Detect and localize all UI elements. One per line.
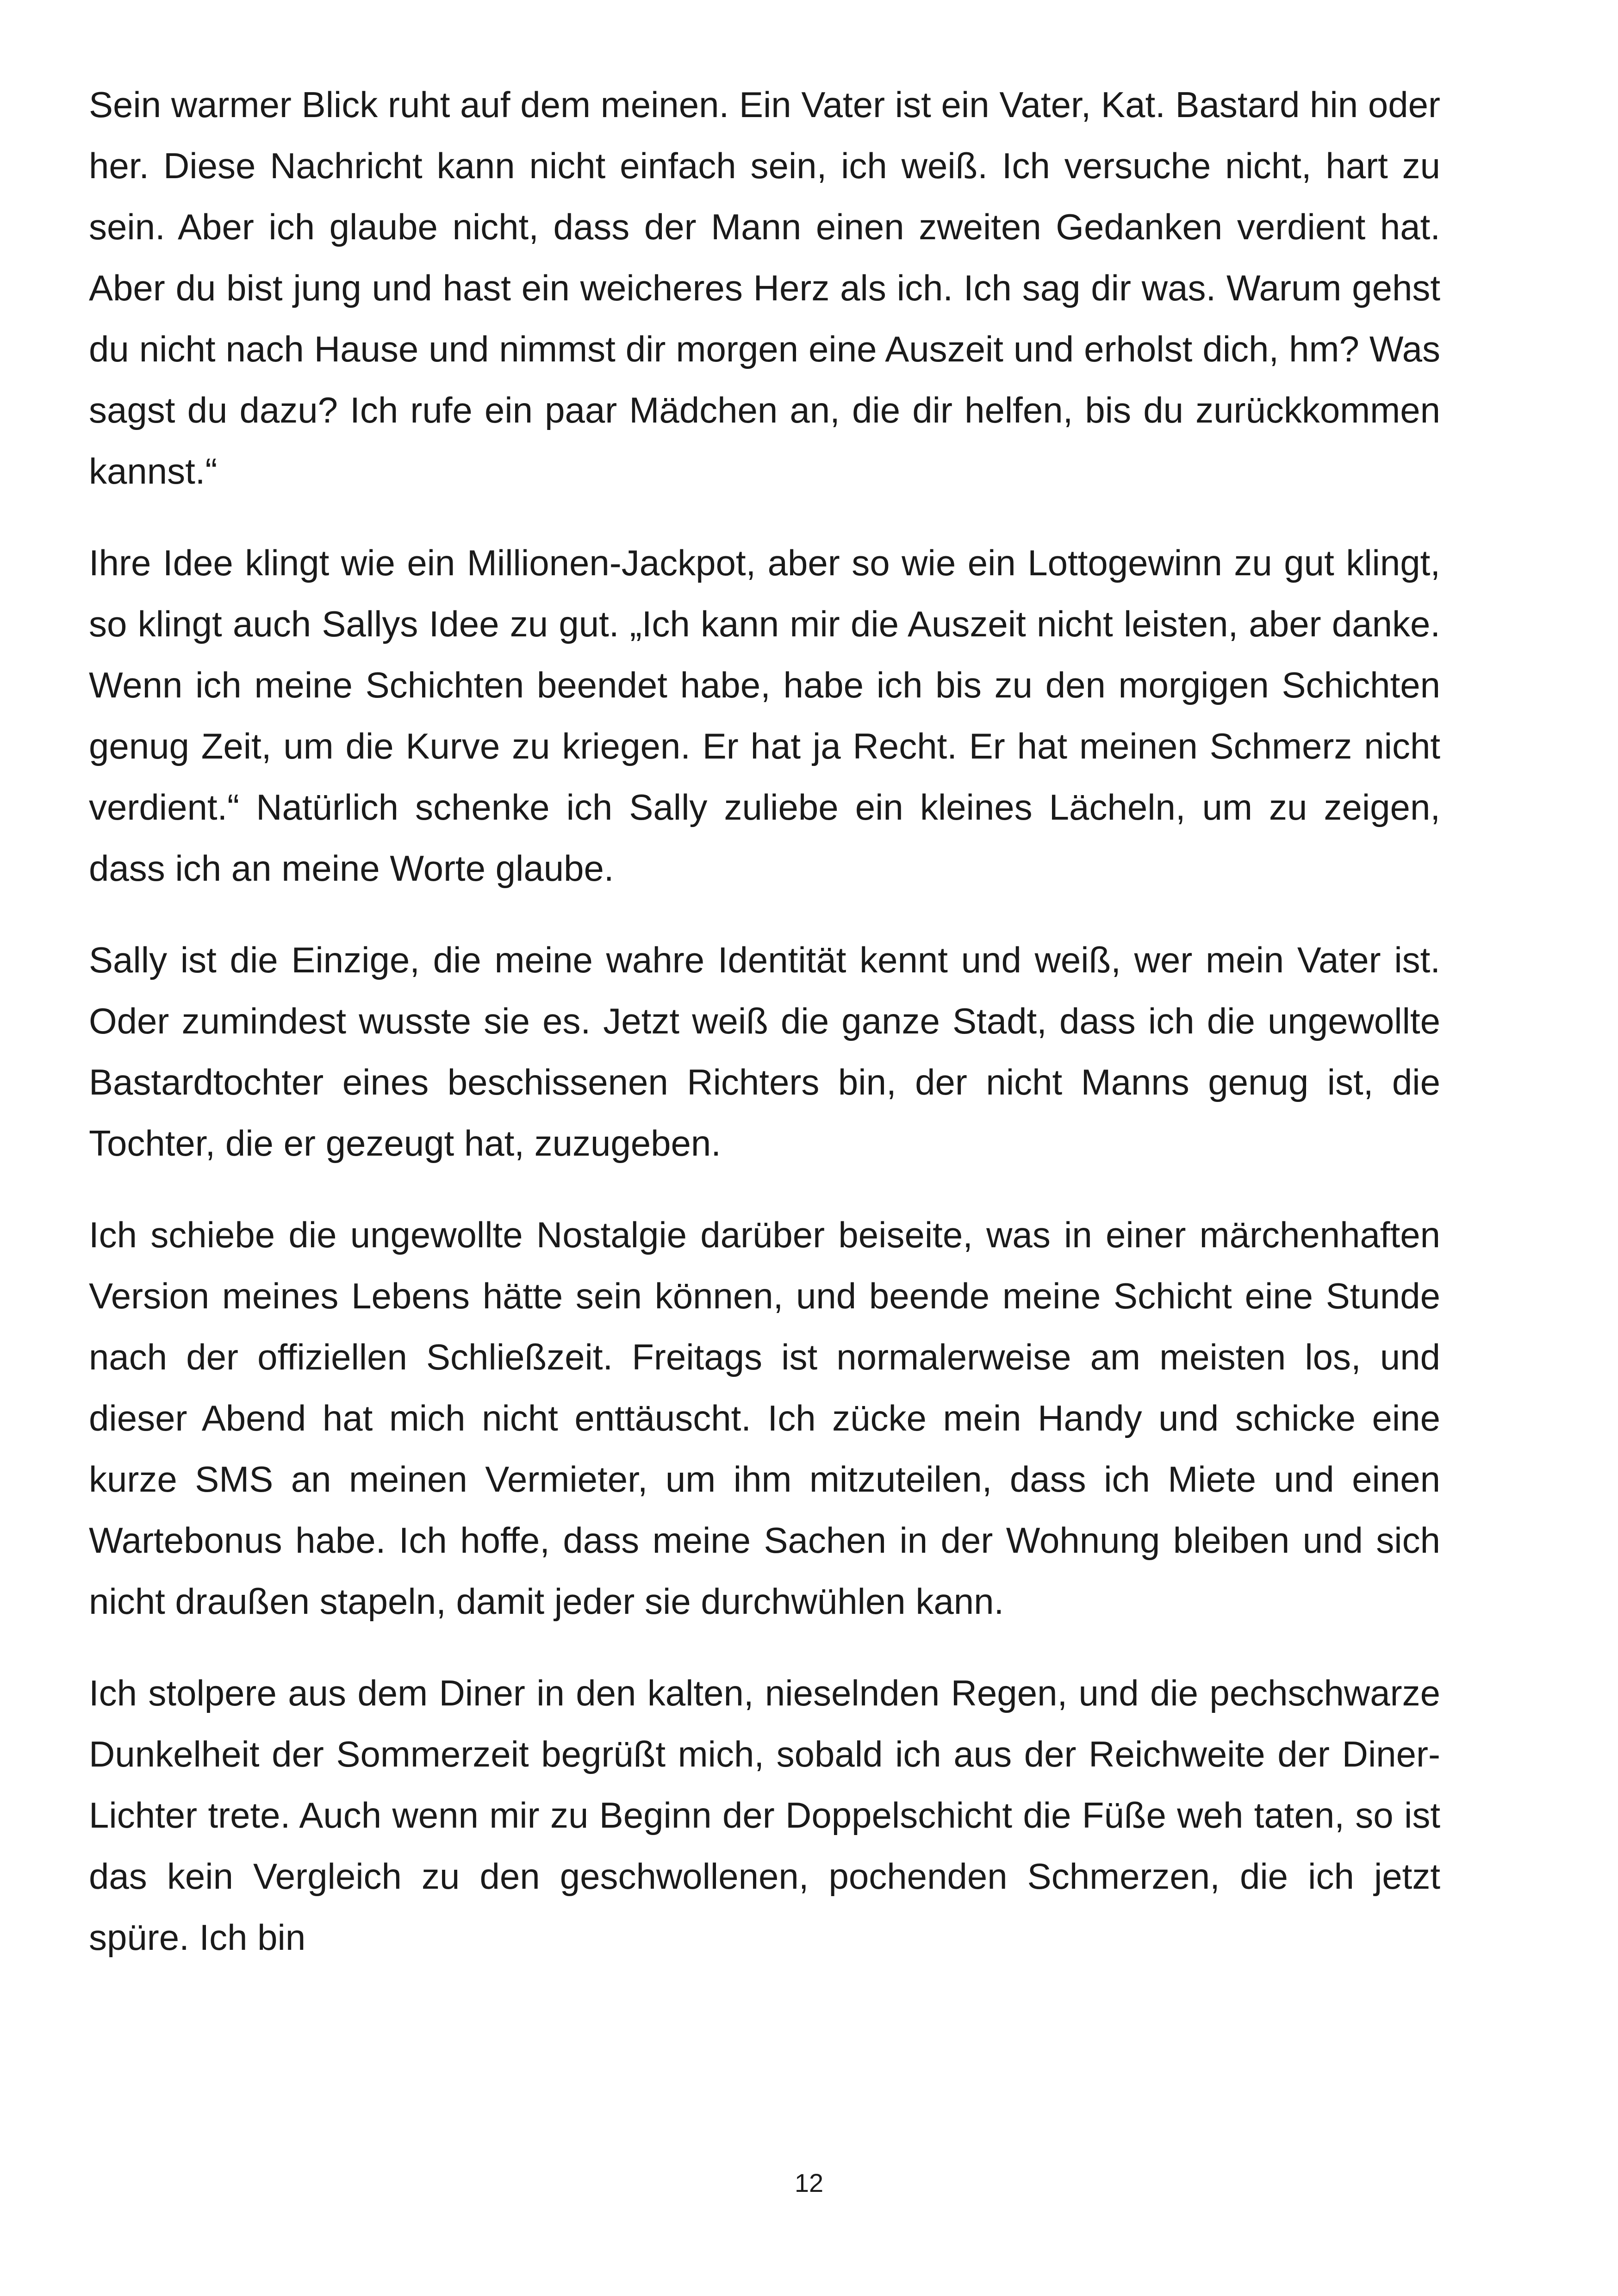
body-text — [89, 74, 1440, 1968]
paragraph-1: Sein warmer Blick ruht auf dem meinen. Ein Vater ist ein Vater, Kat. Bastard hin oder her. Diese Nachricht kann nicht einfach sein, ich weiß. Ich versuche nicht, hart zu sein. Aber ich glaube nicht, dass der Mann einen zweiten Gedanken verdient hat. Aber du bist jung und hast ein weicheres Herz als ich. Ich sag dir was. Warum gehst du nicht nach Hause und nimmst dir morgen eine Auszeit und erholst dich, hm? Was sagst du dazu? Ich rufe ein paar Mädchen an, die dir helfen, bis du zurückkommen kannst.“ — [89, 84, 1440, 492]
paragraph-3: Sally ist die Einzige, die meine wahre Identität kennt und weiß, wer mein Vater ist. Oder zumindest wusste sie es. Jetzt weiß die ganze Stadt, dass ich die ungewollte Bastardtochter eines beschissenen Richters bin, der nicht Manns genug ist, die Tochter, die er gezeugt hat, zuzugeben. — [89, 940, 1440, 1164]
paragraph-4: Ich schiebe die ungewollte Nostalgie darüber beiseite, was in einer märchenhaften Version meines Lebens hätte sein können, und beende meine Schicht eine Stunde nach der offiziellen Schließzeit. Freitags ist normalerweise am meisten los, und dieser Abend hat mich nicht enttäuscht. Ich zücke mein Handy und schicke eine kurze SMS an meinen Vermieter, um ihm mitzuteilen, dass ich Miete und einen Wartebonus habe. Ich hoffe, dass meine Sachen in der Wohnung bleiben und sich nicht draußen stapeln, damit jeder sie durchwühlen kann. — [89, 1214, 1440, 1622]
paragraph-2: Ihre Idee klingt wie ein Millionen-Jackpot, aber so wie ein Lottogewinn zu gut klingt, so klingt auch Sallys Idee zu gut. „Ich kann mir die Auszeit nicht leisten, aber danke. Wenn ich meine Schichten beendet habe, habe ich bis zu den morgigen Schichten genug Zeit, um die Kurve zu kriegen. Er hat ja Recht. Er hat meinen Schmerz nicht verdient.“ Natürlich schenke ich Sally zuliebe ein kleines Lächeln, um zu zeigen, dass ich an meine Worte glaube. — [89, 542, 1440, 889]
page-number: 12 — [794, 2168, 824, 2197]
paragraph-5: Ich stolpere aus dem Diner in den kalten, nieselnden Regen, und die pechschwarze Dunkelheit der Sommerzeit begrüßt mich, sobald ich aus der Reichweite der Diner-Lichter trete. Auch wenn mir zu Beginn der Doppelschicht die Füße weh taten, so ist das kein Vergleich zu den geschwollenen, pochenden Schmerzen, die ich jetzt spüre. Ich bin — [89, 1673, 1440, 1958]
